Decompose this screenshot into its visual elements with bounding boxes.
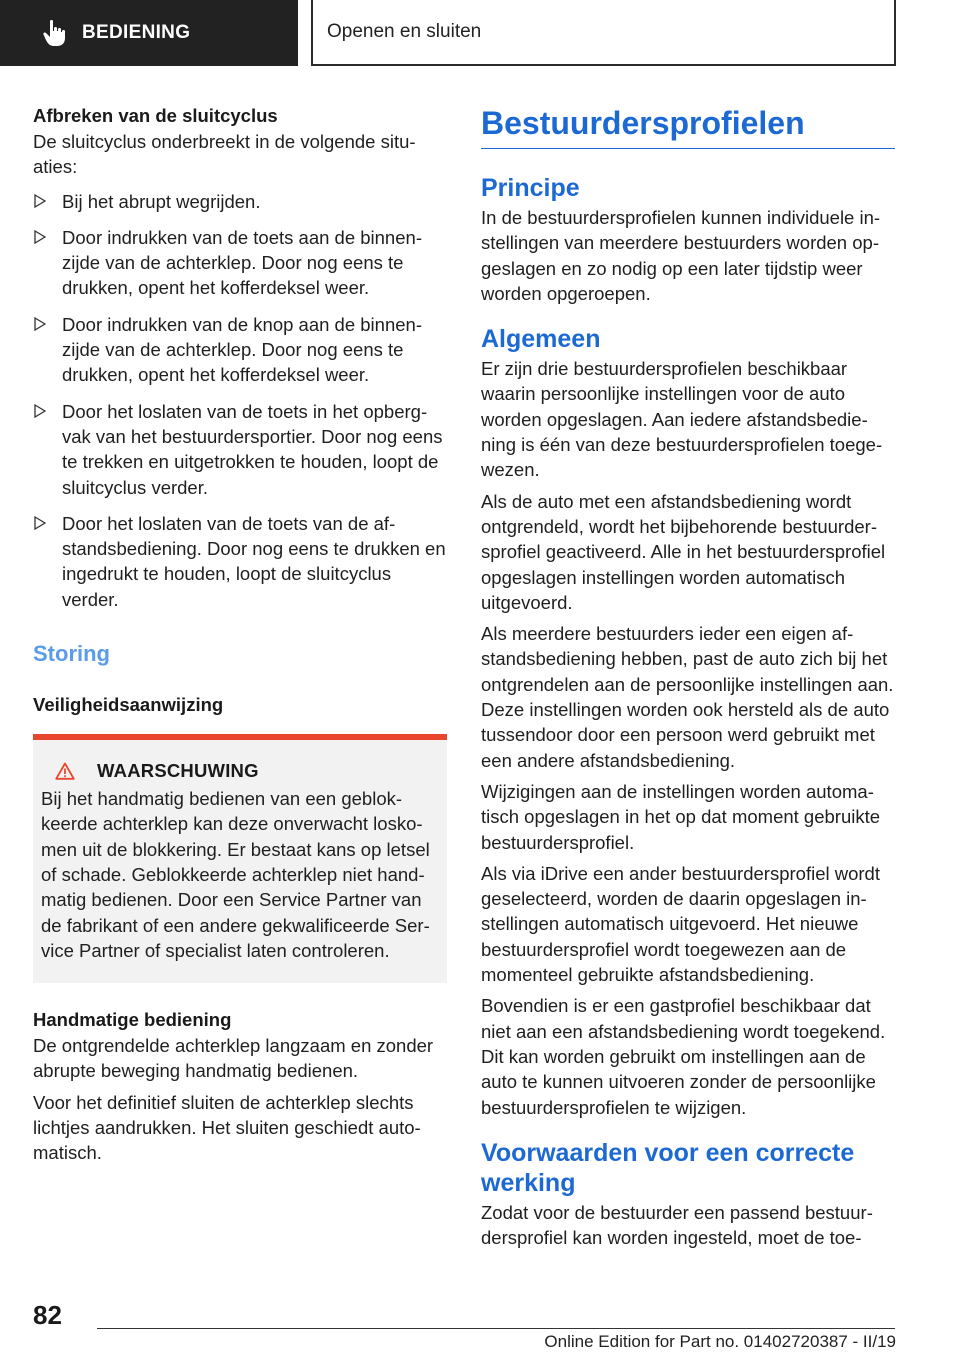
chapter-title: Openen en sluiten (327, 21, 482, 42)
sluitcyclus-heading: Afbreken van de sluitcyclus (33, 105, 278, 126)
algemeen-paragraph: Als meerdere bestuurders ieder een eigen afstandsbediening hebben, past de auto zich bij het ontgrendelen aan de persoonlijke instellingen aan. Deze instellingen worden ook hersteld als de auto tussendoor door een persoon werd gebruikt met een andere afstandsbediening. (481, 623, 894, 771)
left-column (33, 103, 447, 1172)
triangle-bullet-icon (34, 516, 46, 530)
principe-heading: Principe (481, 174, 580, 202)
manual-heading: Handmatige bediening (33, 1009, 232, 1031)
list-item (33, 189, 447, 214)
algemeen-paragraph: Wijzigingen aan de instellingen worden automatisch opgeslagen in het op dat moment gebruikte bestuurdersprofiel. (481, 780, 881, 853)
list-item-text: Door indrukken van de knop aan de binnenzijde van de achterklep. Door nog eens te drukken, opent het kofferdeksel weer. (62, 313, 422, 386)
warning-triangle-icon (55, 762, 75, 780)
warning-title: WAARSCHUWING (97, 760, 259, 782)
manual-paragraph: De ontgrendelde achterklep langzaam en zonder abrupte beweging handmatig bedienen. (33, 1035, 434, 1082)
list-item (33, 511, 447, 612)
list-item (33, 312, 447, 388)
list-item-text: Door het loslaten van de toets in het opbergvak van het bestuurdersportier. Door nog eens te trekken en uitgetrokken te houden, loopt de sluitcyclus verder. (62, 400, 443, 498)
voorwaarden-heading: Voorwaarden voor een correcte werking (481, 1138, 855, 1197)
sluitcyclus-intro: De sluitcyclus onderbreekt in de volgende situaties: (33, 131, 416, 178)
list-item (33, 225, 447, 301)
triangle-bullet-icon (34, 230, 46, 244)
algemeen-paragraph: Als via iDrive een ander bestuurdersprofiel wordt geselecteerd, worden de daarin opgeslagen instellingen automatisch uitgevoerd. Het nieuwe bestuurdersprofiel wordt toegewezen aan de momenteel gebruikte afstandsbediening. (481, 862, 880, 986)
sluitcyclus-list (33, 189, 447, 612)
algemeen-paragraph: Bovendien is er een gastprofiel beschikbaar dat niet aan een afstandsbediening wordt toegekend. Dit kan worden gebruikt om instellingen aan de auto te kunnen uitvoeren zonder de persoonlijke bestuurdersprofielen te wijzigen. (481, 995, 886, 1118)
warning-box (33, 734, 447, 983)
hand-pointer-icon (42, 19, 68, 47)
right-column (481, 103, 895, 1256)
list-item (33, 399, 447, 500)
section-tab (0, 0, 298, 66)
list-item-text: Door het loslaten van de toets van de afstandsbediening. Door nog eens te drukken en ingedrukt te houden, loopt de sluitcyclus verder. (62, 512, 446, 610)
page-title: Bestuurdersprofielen (481, 103, 895, 149)
algemeen-paragraph: Als de auto met een afstandsbediening wordt ontgrendeld, wordt het bijbehorende bestuurdersprofiel geactiveerd. Alle in het bestuurdersprofiel opgeslagen instellingen worden automatisch uitgevoerd. (481, 490, 886, 613)
triangle-bullet-icon (34, 404, 46, 418)
algemeen-heading: Algemeen (481, 325, 601, 354)
chapter-header (311, 0, 896, 66)
list-item-text: Door indrukken van de toets aan de binnenzijde van de achterklep. Door nog eens te drukken, opent het kofferdeksel weer. (62, 226, 422, 299)
page-number: 82 (33, 1300, 62, 1330)
voorwaarden-paragraph: Zodat voor de bestuurder een passend bestuurdersprofiel kan worden ingesteld, moet de toe- (481, 1201, 873, 1249)
list-item-text: Bij het abrupt wegrijden. (62, 190, 261, 212)
safety-heading: Veiligheidsaanwijzing (33, 694, 224, 716)
algemeen-paragraph: Er zijn drie bestuurdersprofielen beschikbaar waarin persoonlijke instellingen voor de auto worden opgeslagen. Aan iedere afstandsbediening is één van deze bestuurdersprofielen toegewezen. (481, 358, 883, 481)
footer-divider (97, 1328, 895, 1329)
section-label: BEDIENING (82, 22, 191, 43)
triangle-bullet-icon (34, 317, 46, 331)
triangle-bullet-icon (34, 194, 46, 208)
manual-paragraph: Voor het definitief sluiten de achterklep slechts lichtjes aandrukken. Het sluiten geschiedt automatisch. (33, 1091, 421, 1164)
principe-paragraph: In de bestuurdersprofielen kunnen individuele instellingen van meerdere bestuurders worden opgeslagen en zo nodig op een later tijdstip weer worden opgeroepen. (481, 207, 881, 304)
edition-text: Online Edition for Part no. 01402720387 - II/19 (544, 1332, 896, 1351)
warning-title-row (55, 760, 437, 782)
storing-heading: Storing (33, 641, 110, 667)
warning-text: Bij het handmatig bedienen van een geblokkeerde achterklep kan deze onverwacht loskomen uit de blokkering. Er bestaat kans op letsel of schade. Geblokkeerde achterklep niet handmatig bedienen. Door een Service Partner van de fabrikant of een andere gekwalificeerde Service Partner of specialist laten controleren. (41, 788, 430, 961)
